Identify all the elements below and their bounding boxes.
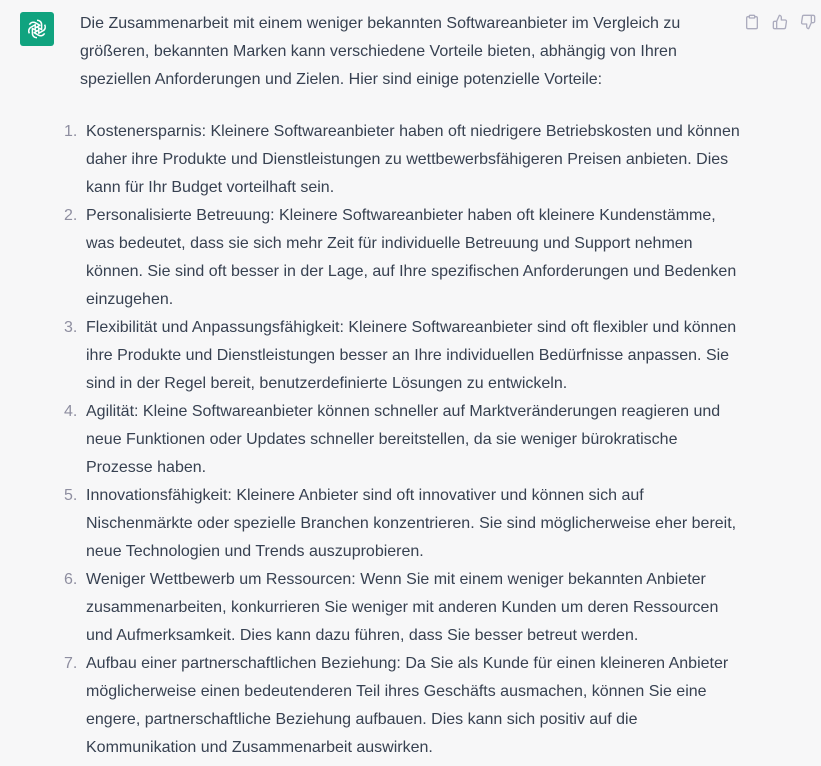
message-content (64, 10, 740, 762)
list-item (64, 314, 740, 398)
thumbs-down-button[interactable] (799, 13, 817, 31)
list-item (64, 650, 740, 762)
list-item-text: Weniger Wettbewerb um Ressourcen: Wenn Sie mit einem weniger bekannten Anbieter zusammenarbeiten, konkurrieren Sie weniger mit anderen Kunden um deren Ressourcen und Aufmerksamkeit. Dies kann dazu führen, dass Sie besser betreut werden. (86, 571, 719, 644)
list-item-number: 1. (64, 123, 78, 140)
list-item-number: 7. (64, 655, 78, 672)
list-item (64, 482, 740, 566)
list-item-number: 4. (64, 403, 78, 420)
list-item-text: Innovationsfähigkeit: Kleinere Anbieter sind oft innovativer und können sich auf Nischenmärkte oder spezielle Branchen konzentrieren. Sie sind möglicherweise eher bereit, neue Technologien und Trends auszuprobieren. (86, 487, 737, 560)
list-item-text: Agilität: Kleine Softwareanbieter können schneller auf Marktveränderungen reagieren und neue Funktionen oder Updates schneller bereitstellen, da sie weniger bürokratische Prozesse haben. (86, 403, 721, 476)
copy-button[interactable] (743, 13, 761, 31)
message-actions (743, 13, 817, 31)
list-item-text: Personalisierte Betreuung: Kleinere Softwareanbieter haben oft kleinere Kundenstämme, was bedeutet, dass sie sich mehr Zeit für individuelle Betreuung und Support nehmen können. Sie sind oft besser in der Lage, auf Ihre spezifischen Anforderungen und Bedenken einzugehen. (86, 207, 737, 308)
list-item-text: Kostenersparnis: Kleinere Softwareanbieter haben oft niedrigere Betriebskosten und können daher ihre Produkte und Dienstleistungen zu wettbewerbsfähigeren Preisen anbieten. Dies kann für Ihr Budget vorteilhaft sein. (86, 123, 740, 196)
list-item-number: 6. (64, 571, 78, 588)
clipboard-icon (744, 14, 760, 30)
assistant-avatar (20, 12, 54, 46)
thumbs-up-icon (772, 14, 788, 30)
list-item (64, 566, 740, 650)
list-item-text: Flexibilität und Anpassungsfähigkeit: Kleinere Softwareanbieter sind oft flexibler und können ihre Produkte und Dienstleistungen besser an Ihre individuellen Bedürfnisse anpassen. Sie sind in der Regel bereit, benutzerdefinierte Lösungen zu entwickeln. (86, 319, 737, 392)
list-item-text: Aufbau einer partnerschaftlichen Beziehung: Da Sie als Kunde für einen kleineren Anbieter möglicherweise einen bedeutenderen Teil ihres Geschäfts ausmachen, können Sie eine engere, partnerschaftliche Beziehung aufbauen. Dies kann sich positiv auf die Kommunikation und Zusammenarbeit auswirken. (86, 655, 729, 756)
thumbs-down-icon (800, 14, 816, 30)
openai-logo-icon (25, 17, 49, 41)
list-item (64, 398, 740, 482)
list-item (64, 118, 740, 202)
list-item-number: 2. (64, 207, 78, 224)
advantages-list (64, 118, 740, 762)
thumbs-up-button[interactable] (771, 13, 789, 31)
message-intro: Die Zusammenarbeit mit einem weniger bekannten Softwareanbieter im Vergleich zu größeren, bekannten Marken kann verschiedene Vorteile bieten, abhängig von Ihren speziellen Anforderungen und Zielen. Hier sind einige potenzielle Vorteile: (80, 15, 681, 88)
list-item-number: 5. (64, 487, 78, 504)
list-item (64, 202, 740, 314)
list-item-number: 3. (64, 319, 78, 336)
